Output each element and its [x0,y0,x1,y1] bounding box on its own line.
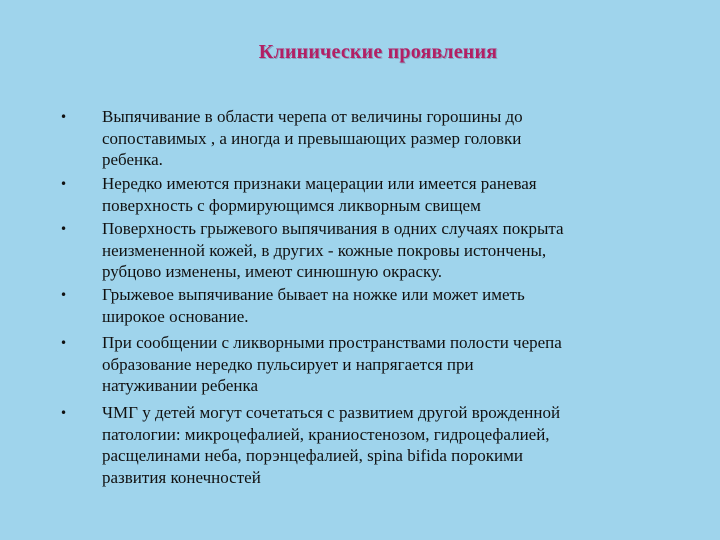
text-line: ребенка. [102,150,163,170]
text-line: Грыжевое выпячивание бывает на ножке или может иметь [102,285,525,304]
bullet-icon: • [60,336,68,350]
list-item-text [102,218,662,283]
text-line: ЧМГ у детей могут сочетаться с развитием другой врожденной [102,403,561,422]
bullet-icon: • [60,288,68,302]
text-line: При сообщении с ликворными пространствами полости черепа [102,333,562,352]
text-line: рубцово изменены, имеют синюшную окраску. [102,262,443,282]
list-item-text [102,402,662,488]
list-item-text [102,332,662,397]
text-line: натуживании ребенка [102,376,259,396]
text-line: поверхность с формирующимся ликворным свищем [102,195,481,215]
text-line: расщелинами неба, порэнцефалией, spina bifida порокими [102,446,523,466]
bullet-icon: • [60,406,68,420]
text-line: неизмененной кожей, в других - кожные покровы истончены, [102,240,547,260]
text-line: развития конечностей [102,467,261,487]
bullet-icon: • [60,110,68,124]
text-line: патологии: микроцефалией, краниостенозом, гидроцефалией, [102,424,550,444]
bullet-icon: • [60,222,68,236]
list-item-text [102,106,662,171]
text-line: сопоставимых , а иногда и превышающих размер головки [102,128,522,148]
text-line: Нередко имеются признаки мацерации или имеется раневая [102,174,537,193]
list-item-text [102,173,662,216]
text-line: образование нередко пульсирует и напрягается при [102,354,474,374]
bullet-icon: • [60,177,68,191]
text-line: широкое основание. [102,306,249,326]
slide-title: Клинические проявления [258,41,498,63]
text-line: Поверхность грыжевого выпячивания в одних случаях покрыта [102,219,564,238]
text-line: Выпячивание в области черепа от величины горошины до [102,107,523,126]
list-item-text [102,284,662,327]
